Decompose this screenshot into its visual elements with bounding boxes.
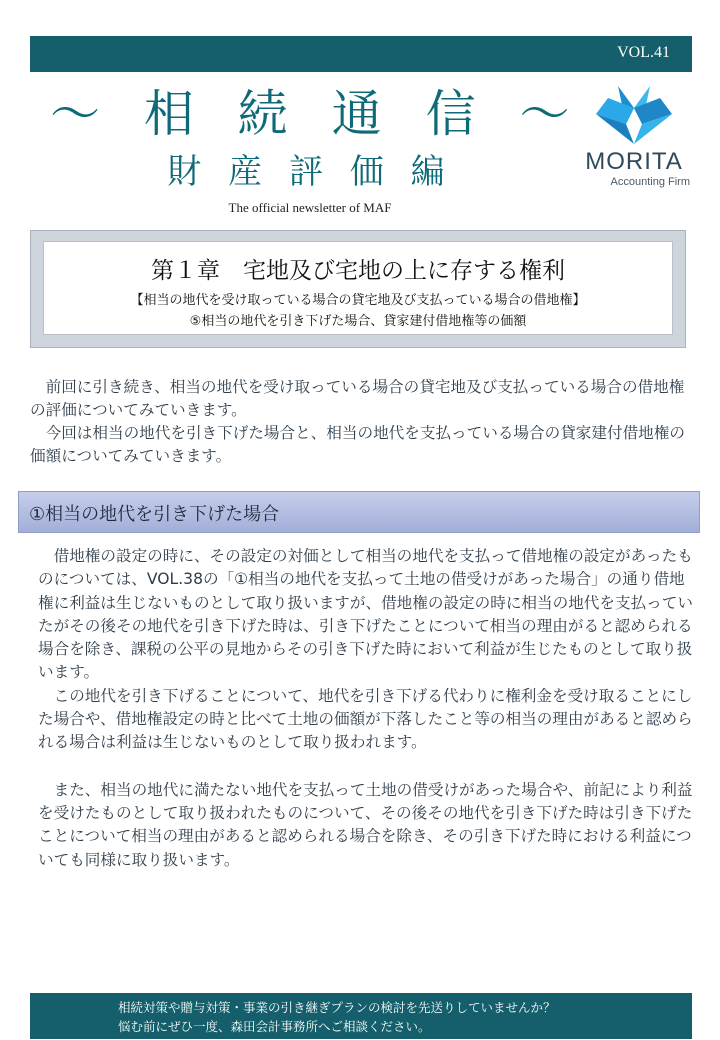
morita-logo xyxy=(578,84,690,194)
section-heading-text: ①相当の地代を引き下げた場合 xyxy=(29,504,280,525)
newsletter-tagline: The official newsletter of MAF xyxy=(228,200,392,215)
chapter-box-inner xyxy=(43,241,673,335)
intro-text xyxy=(30,376,692,468)
header-bar xyxy=(30,36,692,72)
body-paragraph-2: この地代を引き下げることについて、地代を引き下げる代わりに権利金を受け取ることにした場合や、借地権設定の時と比べて土地の価額が下落したこと等の相当の理由があると認められる場合は利益は生じないものとして取り扱われます。 xyxy=(38,686,693,752)
chapter-subtitle-1: 【相当の地代を受け取っている場合の貸宅地及び支払っている場合の借地権】 xyxy=(130,293,586,308)
chapter-title: 第１章 宅地及び宅地の上に存する権利 xyxy=(151,258,565,284)
chapter-box xyxy=(30,230,686,348)
footer-bar xyxy=(30,993,692,1039)
volume-number: VOL.41 xyxy=(617,44,670,61)
section-body xyxy=(38,545,698,872)
section-heading xyxy=(18,491,700,533)
body-paragraph-1: 借地権の設定の時に、その設定の対価として相当の地代を支払って借地権の設定があったものについては、VOL.38の「①相当の地代を支払って土地の借受けがあった場合」の通り借地権に利益は生じないものとして取り扱いますが、借地権の設定の時に相当の地代を支払っていたがその後その地代を引き下げた時は、引き下げたことについて相当の理由がると認められる場合を除き、課税の公平の見地からその引き下げた時において利益が生じたものとして取り扱います。 xyxy=(38,547,693,682)
newsletter-title: ～ 相 続 通 信 ～ xyxy=(50,85,584,143)
logo-subtext: Accounting Firm xyxy=(610,176,690,188)
logo-name: MORITA xyxy=(585,148,683,175)
intro-paragraph-1: 前回に引き続き、相当の地代を受け取っている場合の貸宅地及び支払っている場合の借地権の評価についてみていきます。 xyxy=(30,378,685,419)
chapter-subtitle-2: ⑤相当の地代を引き下げた場合、貸家建付借地権等の価額 xyxy=(189,314,527,329)
morita-logo-icon xyxy=(578,84,690,148)
paragraph-gap xyxy=(38,755,698,779)
body-paragraph-3: また、相当の地代に満たない地代を支払って土地の借受けがあった場合や、前記により利益を受けたものとして取り扱われたものについて、その後その地代を引き下げた時は引き下げたことについて相当の理由があると認められる場合を除き、その引き下げた時における利益についても同様に取り扱います。 xyxy=(38,780,693,869)
newsletter-subtitle: 財 産 評 価 編 xyxy=(167,152,453,192)
intro-paragraph-2: 今回は相当の地代を引き下げた場合と、相当の地代を支払っている場合の貸家建付借地権の価額についてみていきます。 xyxy=(30,424,685,465)
footer-line-1: 相続対策や贈与対策・事業の引き継ぎプランの検討を先送りしていませんか？ xyxy=(118,1000,556,1015)
footer-line-2: 悩む前にぜひ一度、森田会計事務所へご相談ください。 xyxy=(118,1019,431,1034)
